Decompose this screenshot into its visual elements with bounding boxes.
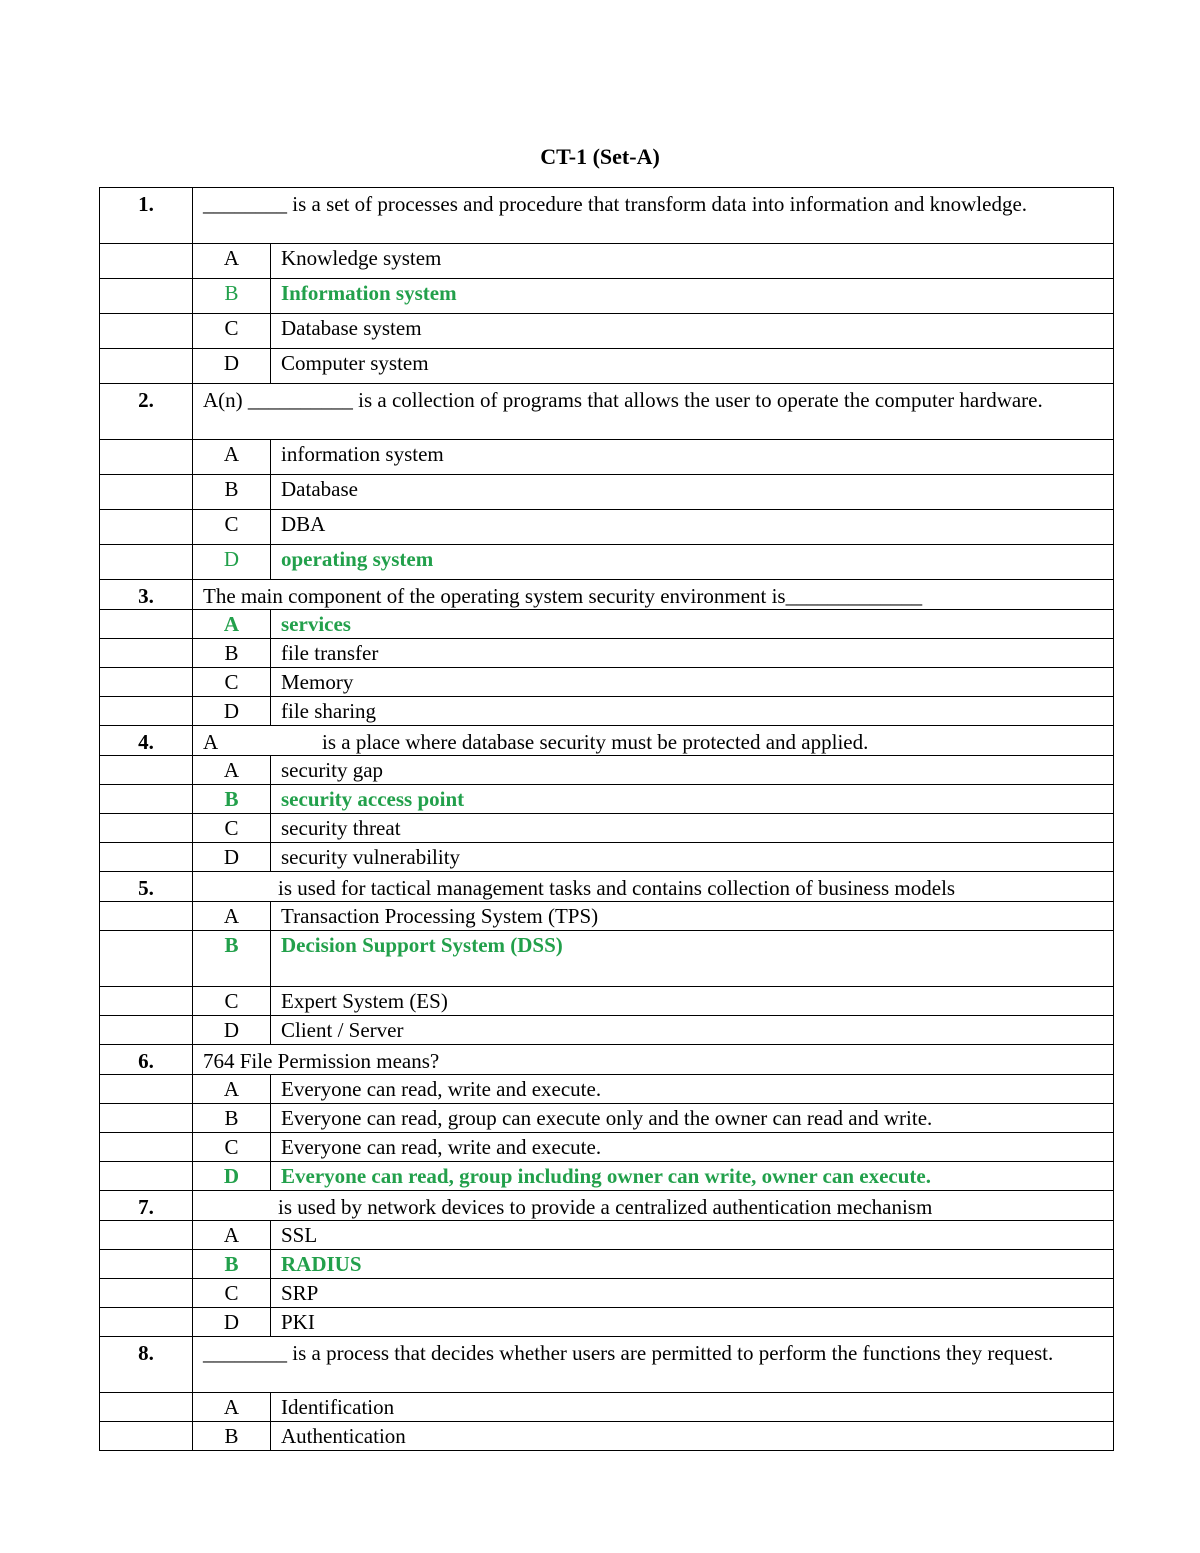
option-row — [100, 1221, 1114, 1250]
option-letter: D — [193, 349, 271, 384]
option-text-correct: security access point — [271, 785, 1114, 814]
question-text: ________ is a set of processes and procedure that transform data into information and knowledge. — [193, 188, 1114, 244]
option-row — [100, 814, 1114, 843]
option-spacer — [100, 1308, 193, 1337]
option-spacer — [100, 440, 193, 475]
option-row — [100, 697, 1114, 726]
option-text: SRP — [271, 1279, 1114, 1308]
option-row — [100, 987, 1114, 1016]
option-row — [100, 314, 1114, 349]
option-spacer — [100, 1133, 193, 1162]
option-text: DBA — [271, 510, 1114, 545]
option-spacer — [100, 1104, 193, 1133]
option-letter: A — [193, 1393, 271, 1422]
question-number: 6. — [100, 1045, 193, 1075]
option-letter: A — [193, 610, 271, 639]
option-text: Client / Server — [271, 1016, 1114, 1045]
option-text-correct: RADIUS — [271, 1250, 1114, 1279]
question-row — [100, 1191, 1114, 1221]
question-number: 5. — [100, 872, 193, 902]
option-text: security vulnerability — [271, 843, 1114, 872]
option-spacer — [100, 668, 193, 697]
option-row — [100, 756, 1114, 785]
option-spacer — [100, 475, 193, 510]
option-row — [100, 349, 1114, 384]
option-letter: B — [193, 475, 271, 510]
option-spacer — [100, 610, 193, 639]
option-row — [100, 475, 1114, 510]
question-text: The main component of the operating system security environment is_____________ — [193, 580, 1114, 610]
option-text: Transaction Processing System (TPS) — [271, 902, 1114, 931]
question-row — [100, 188, 1114, 244]
option-row — [100, 843, 1114, 872]
question-row — [100, 726, 1114, 756]
option-spacer — [100, 1075, 193, 1104]
option-text-correct: operating system — [271, 545, 1114, 580]
option-letter: D — [193, 697, 271, 726]
option-spacer — [100, 756, 193, 785]
option-row — [100, 668, 1114, 697]
option-row — [100, 785, 1114, 814]
option-text-correct: services — [271, 610, 1114, 639]
question-text: is used for tactical management tasks and contains collection of business models — [193, 872, 1114, 902]
option-letter: A — [193, 1221, 271, 1250]
question-row — [100, 1337, 1114, 1393]
option-letter: B — [193, 1104, 271, 1133]
option-text: SSL — [271, 1221, 1114, 1250]
option-row — [100, 510, 1114, 545]
option-letter: C — [193, 814, 271, 843]
option-row — [100, 545, 1114, 580]
option-spacer — [100, 1250, 193, 1279]
option-letter: D — [193, 545, 271, 580]
option-text: Knowledge system — [271, 244, 1114, 279]
option-spacer — [100, 244, 193, 279]
option-text: Everyone can read, group can execute only and the owner can read and write. — [271, 1104, 1114, 1133]
question-number: 4. — [100, 726, 193, 756]
option-letter: A — [193, 756, 271, 785]
option-spacer — [100, 814, 193, 843]
question-text: A is a place where database security must be protected and applied. — [193, 726, 1114, 756]
option-spacer — [100, 545, 193, 580]
option-text: security threat — [271, 814, 1114, 843]
option-spacer — [100, 510, 193, 545]
option-letter: B — [193, 785, 271, 814]
option-row — [100, 1308, 1114, 1337]
option-row — [100, 1133, 1114, 1162]
option-letter: B — [193, 279, 271, 314]
option-letter: D — [193, 1016, 271, 1045]
option-text: file transfer — [271, 639, 1114, 668]
option-spacer — [100, 697, 193, 726]
option-spacer — [100, 902, 193, 931]
question-number: 8. — [100, 1337, 193, 1393]
option-letter: C — [193, 987, 271, 1016]
option-spacer — [100, 639, 193, 668]
option-row — [100, 1104, 1114, 1133]
option-spacer — [100, 1162, 193, 1191]
question-number: 3. — [100, 580, 193, 610]
option-text: Computer system — [271, 349, 1114, 384]
option-row — [100, 1279, 1114, 1308]
option-row — [100, 1162, 1114, 1191]
option-text: Authentication — [271, 1422, 1114, 1451]
option-text-correct: Decision Support System (DSS) — [271, 931, 1114, 987]
option-row — [100, 440, 1114, 475]
question-number: 1. — [100, 188, 193, 244]
option-spacer — [100, 1393, 193, 1422]
option-spacer — [100, 1016, 193, 1045]
question-row — [100, 872, 1114, 902]
option-text: Everyone can read, write and execute. — [271, 1075, 1114, 1104]
option-row — [100, 1075, 1114, 1104]
option-text: Expert System (ES) — [271, 987, 1114, 1016]
option-row — [100, 279, 1114, 314]
option-spacer — [100, 349, 193, 384]
option-text: PKI — [271, 1308, 1114, 1337]
option-row — [100, 1393, 1114, 1422]
question-text: ________ is a process that decides whether users are permitted to perform the functions they request. — [193, 1337, 1114, 1393]
option-row — [100, 1422, 1114, 1451]
option-letter: C — [193, 668, 271, 697]
option-row — [100, 610, 1114, 639]
option-letter: A — [193, 1075, 271, 1104]
option-letter: C — [193, 510, 271, 545]
option-text: Memory — [271, 668, 1114, 697]
option-letter: A — [193, 244, 271, 279]
quiz-table — [99, 187, 1114, 1451]
option-spacer — [100, 314, 193, 349]
option-letter: A — [193, 902, 271, 931]
option-text-correct: Information system — [271, 279, 1114, 314]
option-text: Everyone can read, write and execute. — [271, 1133, 1114, 1162]
option-spacer — [100, 987, 193, 1016]
option-letter: B — [193, 931, 271, 987]
option-row — [100, 902, 1114, 931]
option-row — [100, 1016, 1114, 1045]
question-row — [100, 580, 1114, 610]
option-spacer — [100, 1422, 193, 1451]
option-letter: B — [193, 639, 271, 668]
option-spacer — [100, 843, 193, 872]
option-text: Database system — [271, 314, 1114, 349]
question-row — [100, 1045, 1114, 1075]
question-text: 764 File Permission means? — [193, 1045, 1114, 1075]
option-spacer — [100, 1221, 193, 1250]
option-text: file sharing — [271, 697, 1114, 726]
option-row — [100, 1250, 1114, 1279]
question-row — [100, 384, 1114, 440]
option-letter: C — [193, 314, 271, 349]
question-text: A(n) __________ is a collection of programs that allows the user to operate the computer hardware. — [193, 384, 1114, 440]
option-letter: D — [193, 1308, 271, 1337]
option-letter: D — [193, 843, 271, 872]
question-text: is used by network devices to provide a centralized authentication mechanism — [193, 1191, 1114, 1221]
document-title: CT-1 (Set-A) — [540, 144, 660, 169]
question-number: 2. — [100, 384, 193, 440]
option-spacer — [100, 1279, 193, 1308]
option-text: Database — [271, 475, 1114, 510]
option-text-correct: Everyone can read, group including owner can write, owner can execute. — [271, 1162, 1114, 1191]
quiz-body — [100, 188, 1114, 1451]
option-letter: D — [193, 1162, 271, 1191]
option-letter: C — [193, 1133, 271, 1162]
option-spacer — [100, 931, 193, 987]
option-letter: A — [193, 440, 271, 475]
option-row — [100, 639, 1114, 668]
option-letter: B — [193, 1250, 271, 1279]
option-letter: C — [193, 1279, 271, 1308]
option-spacer — [100, 279, 193, 314]
option-row — [100, 931, 1114, 987]
option-text: information system — [271, 440, 1114, 475]
option-text: security gap — [271, 756, 1114, 785]
question-number: 7. — [100, 1191, 193, 1221]
option-row — [100, 244, 1114, 279]
option-spacer — [100, 785, 193, 814]
option-text: Identification — [271, 1393, 1114, 1422]
option-letter: B — [193, 1422, 271, 1451]
